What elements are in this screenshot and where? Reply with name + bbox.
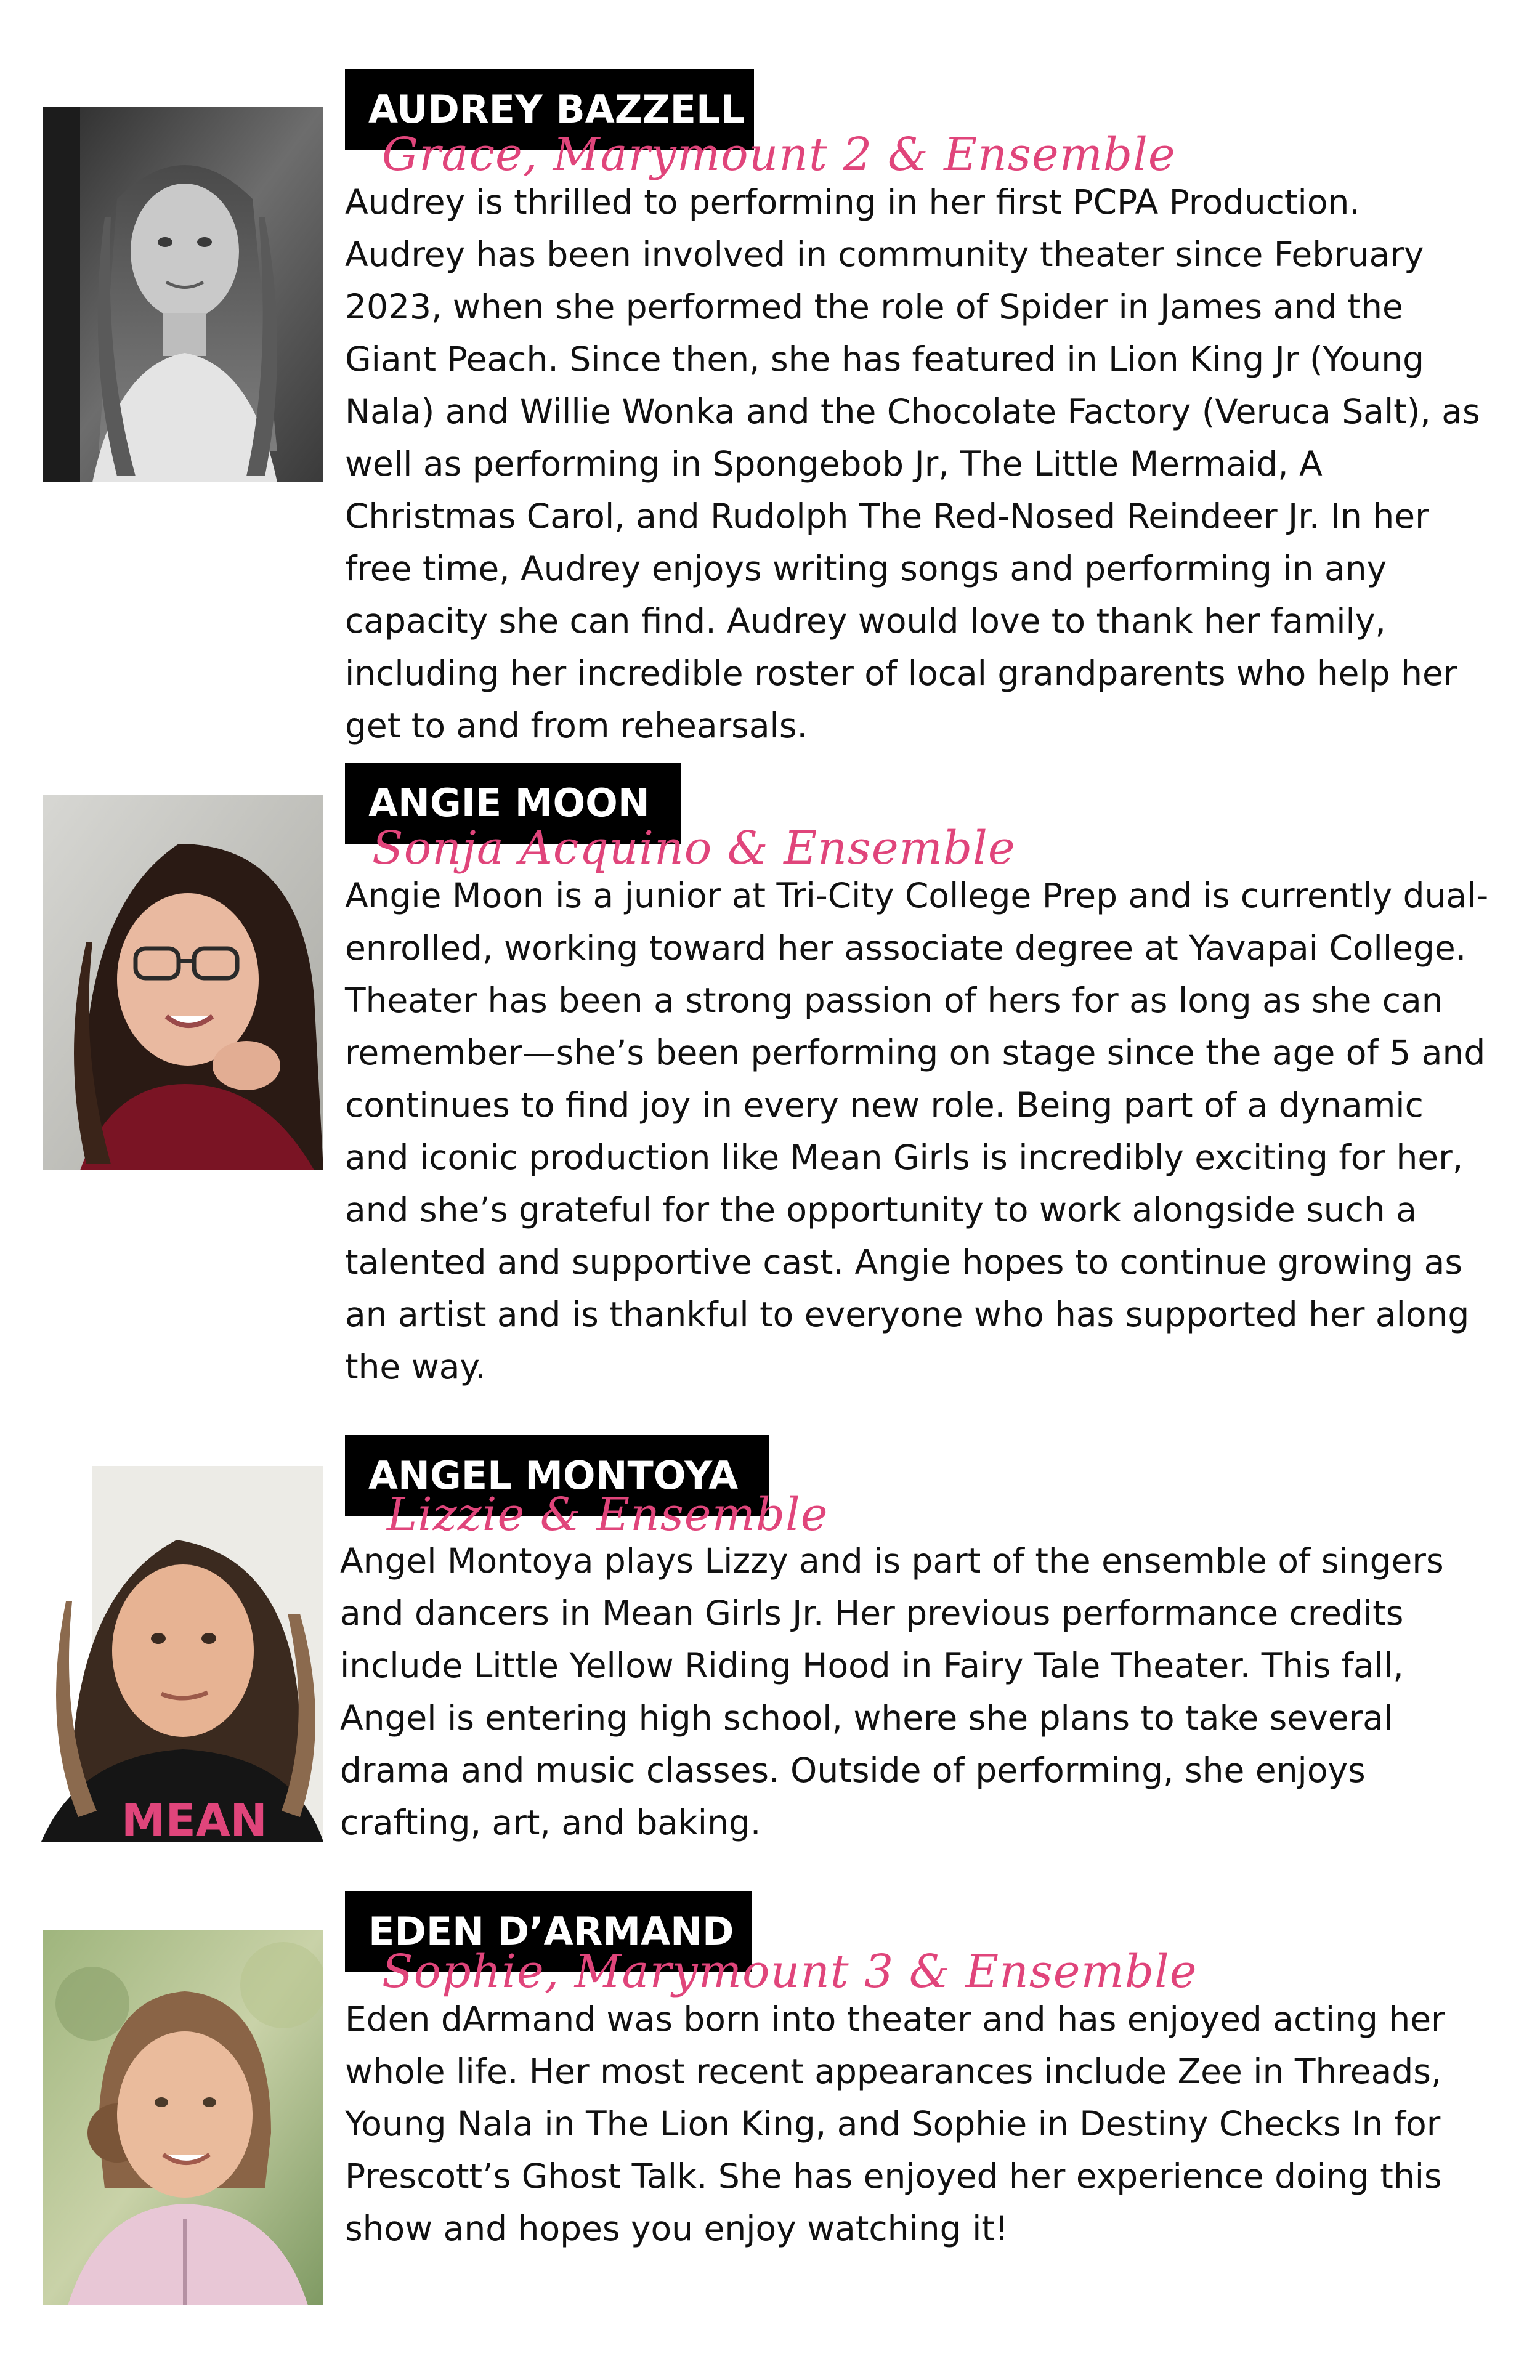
cast-role-label: Grace, Marymount 2 & Ensemble [382, 128, 1176, 181]
cast-name-label: ANGIE MOON [345, 763, 681, 844]
cast-role-label: Sonja Acquino & Ensemble [372, 822, 1016, 875]
bio-audrey-bazzell [0, 0, 1540, 776]
cast-name-label: AUDREY BAZZELL [345, 69, 754, 150]
cast-bio-text: Audrey is thrilled to performing in her first PCPA Production. Audrey has been involved in community theater since February 2023, when she performed the role of Spider in James and the Giant Peach. Since then, she has featured in Lion King Jr (Young Nala) and Willie Wonka and the Chocolate Factory (Veruca Salt), as well as performing in Spongebob Jr, The Little Mermaid, A Christmas Carol, and Rudolph The Red-Nosed Reindeer Jr. In her free time, Audrey enjoys writing songs and performing in any capacity she can find. Audrey would love to thank her family, including her incredible roster of local grandparents who help her get to and from rehearsals. [345, 182, 1480, 745]
cast-name-label: ANGEL MONTOYA [345, 1435, 769, 1516]
headshot-photo-angel [35, 1466, 323, 1842]
cast-bio-text: Angie Moon is a junior at Tri-City College Prep and is currently dual-enrolled, working toward her associate degree at Yavapai College. Theater has been a strong passion of hers for as long as she can remember—she’s been performing on stage since the age of 5 and continues to find joy in every new role. Being part of a dynamic and iconic production like Mean Girls is incredibly exciting for her, and she’s grateful for the opportunity to work alongside such a talented and supportive cast. Angie hopes to continue growing as an artist and is thankful to everyone who has supported her along the way. [345, 876, 1489, 1386]
bio-angel-montoya [0, 1435, 1540, 1879]
headshot-photo-angie [43, 795, 323, 1170]
shirt-print-text: MEAN [121, 1794, 267, 1842]
cast-name-label: EDEN D’ARMAND [345, 1891, 752, 1972]
bio-eden-darmand [0, 1879, 1540, 2380]
headshot-photo-eden [43, 1930, 323, 2305]
cast-role-label: Lizzie & Ensemble [387, 1488, 829, 1541]
bio-angie-moon [0, 776, 1540, 1435]
cast-bio-text: Eden dArmand was born into theater and has enjoyed acting her whole life. Her most recent appearances include Zee in Threads, Young Nala in The Lion King, and Sophie in Destiny Checks In for Prescott’s Ghost Talk. She has enjoyed her experience doing this show and hopes you enjoy watching it! [345, 1999, 1445, 2248]
cast-bio-text: Angel Montoya plays Lizzy and is part of the ensemble of singers and dancers in Mean Girls Jr. Her previous performance credits include Little Yellow Riding Hood in Fairy Tale Theater. This fall, Angel is entering high school, where she plans to take several drama and music classes. Outside of performing, she enjoys crafting, art, and baking. [340, 1541, 1444, 1842]
cast-role-label: Sophie, Marymount 3 & Ensemble [382, 1945, 1198, 1998]
headshot-photo-audrey [43, 107, 323, 482]
